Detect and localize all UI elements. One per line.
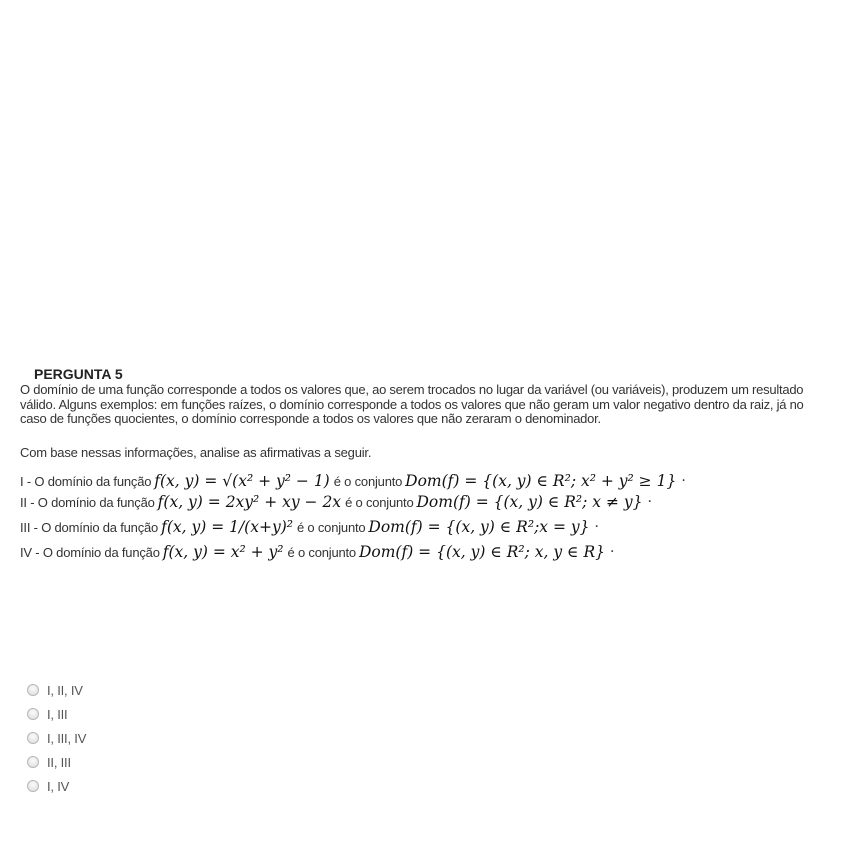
option-label[interactable]: II, III	[47, 754, 71, 770]
option-label[interactable]: I, IV	[47, 778, 70, 794]
question-title: PERGUNTA 5	[34, 366, 123, 382]
statement-middle: é o conjunto	[287, 544, 356, 560]
statement-end: ·	[594, 519, 599, 535]
statement-middle: é o conjunto	[333, 473, 403, 489]
radio-button[interactable]	[27, 756, 39, 768]
option-label[interactable]: I, III, IV	[47, 730, 87, 746]
question-lead: Com base nessas informações, analise as afirmativas a seguir.	[20, 444, 372, 460]
radio-button[interactable]	[27, 732, 39, 744]
option-5[interactable]	[27, 774, 86, 798]
statement-4	[20, 542, 810, 563]
statement-end: ·	[647, 494, 652, 510]
domain-formula: Dom(f) = {(x, y) ∈ R²; x ≠ y}	[416, 493, 643, 511]
statement-prefix: III - O domínio da função	[20, 519, 159, 535]
option-1[interactable]	[27, 678, 86, 702]
option-label[interactable]: I, II, IV	[47, 682, 83, 698]
radio-button[interactable]	[27, 708, 39, 720]
answer-options	[27, 678, 86, 798]
statement-prefix: II - O domínio da função	[20, 494, 155, 510]
radio-button[interactable]	[27, 684, 39, 696]
option-3[interactable]	[27, 726, 86, 750]
function-formula: f(x, y) = √(x² + y² − 1)	[154, 472, 330, 490]
statements-list	[20, 471, 810, 563]
statement-prefix: I - O domínio da função	[20, 473, 152, 489]
statement-1	[20, 471, 810, 492]
domain-formula: Dom(f) = {(x, y) ∈ R²;x = y}	[368, 518, 590, 536]
question-block	[20, 366, 810, 563]
statement-3	[20, 513, 810, 542]
option-2[interactable]	[27, 702, 86, 726]
statement-middle: é o conjunto	[296, 519, 366, 535]
question-body: O domínio de uma função corresponde a todos os valores que, ao serem trocados no lugar da variável (ou variáveis), produzem um resultado válido. Alguns exemplos: em funções raízes, o domínio corresponde a todos os valores que não geram um valor negativo dentro da raiz, já no caso de funções quocientes, o domínio corresponde a todos os valores que não zeraram o denominador.	[20, 382, 804, 426]
function-formula: f(x, y) = 2xy² + xy − 2x	[157, 493, 342, 511]
statement-prefix: IV - O domínio da função	[20, 544, 160, 560]
statement-2	[20, 492, 810, 513]
option-label[interactable]: I, III	[47, 706, 68, 722]
domain-formula: Dom(f) = {(x, y) ∈ R²; x² + y² ≥ 1}	[405, 472, 677, 490]
statement-end: ·	[609, 544, 615, 560]
radio-button[interactable]	[27, 780, 39, 792]
statement-middle: é o conjunto	[345, 494, 414, 510]
function-formula: f(x, y) = x² + y²	[162, 543, 284, 561]
statement-end: ·	[681, 473, 686, 489]
domain-formula: Dom(f) = {(x, y) ∈ R²; x, y ∈ R}	[358, 543, 605, 561]
function-formula: f(x, y) = 1/(x+y)²	[161, 518, 293, 536]
option-4[interactable]	[27, 750, 86, 774]
